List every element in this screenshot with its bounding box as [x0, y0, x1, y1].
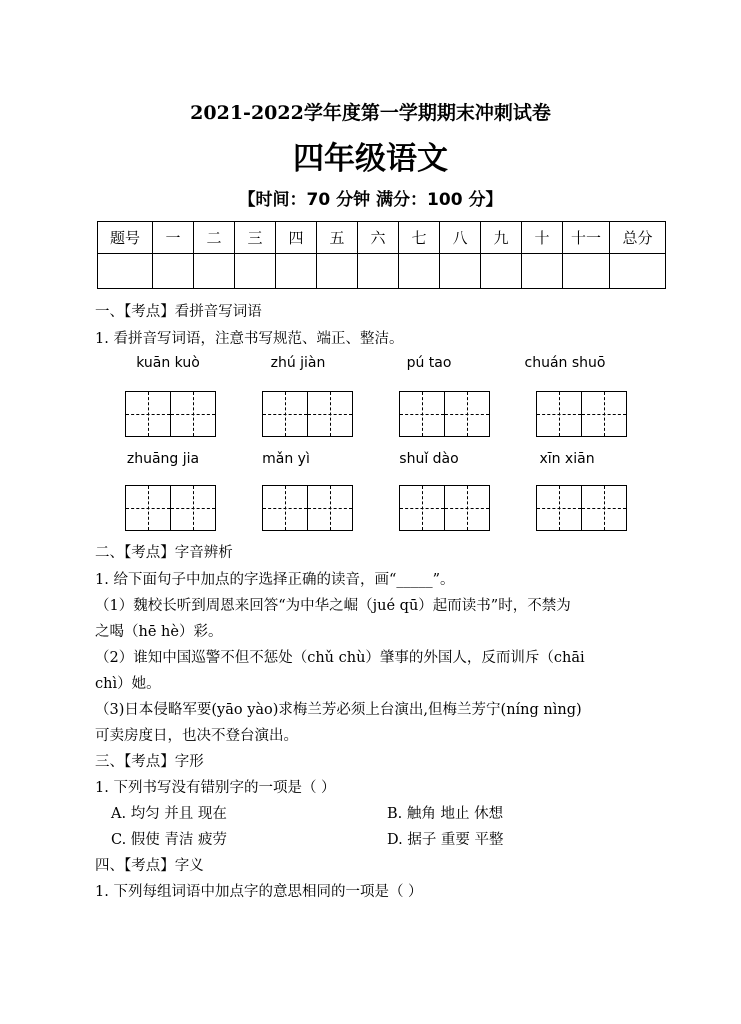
score-table	[97, 221, 666, 289]
section1-heading: 一、【考点】看拼音写词语	[95, 304, 262, 320]
option-d: D. 据子 重要 平整	[387, 832, 504, 848]
writing-box[interactable]	[262, 485, 353, 531]
section3-question: 1. 下列书写没有错别字的一项是（ ）	[95, 780, 336, 796]
score-table-blank-row	[98, 254, 666, 289]
score-cell[interactable]	[317, 254, 358, 289]
score-header-cell: 题号	[98, 222, 153, 254]
score-header-cell: 三	[235, 222, 276, 254]
pinyin-label: xīn xiān	[539, 451, 595, 467]
score-cell[interactable]	[153, 254, 194, 289]
option-b: B. 触角 地止 休想	[387, 806, 504, 822]
sentence-1a: （1）魏校长听到周恩来回答“为中华之崛（jué qū）起而读书”时，不禁为	[95, 598, 571, 614]
pinyin-label: zhuāng jia	[126, 451, 200, 467]
score-cell[interactable]	[522, 254, 563, 289]
score-header-cell: 总分	[610, 222, 666, 254]
pinyin-label: chuán shuō	[524, 355, 606, 371]
section2-heading: 二、【考点】字音辨析	[95, 545, 233, 561]
score-header-cell: 十一	[563, 222, 610, 254]
score-header-cell: 四	[276, 222, 317, 254]
score-cell[interactable]	[358, 254, 399, 289]
score-header-cell: 五	[317, 222, 358, 254]
sentence-1b: 之喝（hē hè）彩。	[95, 624, 223, 640]
writing-box[interactable]	[399, 485, 490, 531]
option-a: A. 均匀 并且 现在	[111, 806, 227, 822]
score-cell[interactable]	[481, 254, 522, 289]
score-header-cell: 八	[440, 222, 481, 254]
section3-heading: 三、【考点】字形	[95, 754, 204, 770]
score-cell[interactable]	[399, 254, 440, 289]
writing-box[interactable]	[536, 391, 627, 437]
exam-title: 2021-2022学年度第一学期期末冲刺试卷	[190, 102, 551, 124]
pinyin-label: pú tao	[406, 355, 452, 371]
pinyin-label: mǎn yì	[262, 451, 310, 467]
pinyin-label: zhú jiàn	[270, 355, 326, 371]
score-cell[interactable]	[98, 254, 153, 289]
writing-box[interactable]	[536, 485, 627, 531]
section4-heading: 四、【考点】字义	[95, 858, 204, 874]
writing-box[interactable]	[125, 485, 216, 531]
score-cell[interactable]	[194, 254, 235, 289]
score-cell[interactable]	[563, 254, 610, 289]
score-header-cell: 二	[194, 222, 235, 254]
sentence-3b: 可卖房度日，也决不登台演出。	[95, 728, 298, 744]
section2-question: 1. 给下面句子中加点的字选择正确的读音，画“_____”。	[95, 572, 455, 588]
writing-box[interactable]	[262, 391, 353, 437]
sentence-3a: （3)日本侵略军要(yāo yào)求梅兰芳必须上台演出,但梅兰芳宁(níng nìng)	[95, 702, 582, 718]
score-table-header-row	[98, 222, 666, 254]
score-header-cell: 七	[399, 222, 440, 254]
score-cell[interactable]	[610, 254, 666, 289]
score-header-cell: 九	[481, 222, 522, 254]
subject-title: 四年级语文	[293, 141, 448, 177]
pinyin-label: kuān kuò	[136, 355, 200, 371]
score-header-cell: 十	[522, 222, 563, 254]
pinyin-label: shuǐ dào	[399, 451, 459, 467]
score-cell[interactable]	[235, 254, 276, 289]
section1-question: 1. 看拼音写词语，注意书写规范、端正、整洁。	[95, 331, 404, 347]
section4-question: 1. 下列每组词语中加点字的意思相同的一项是（ ）	[95, 884, 423, 900]
score-header-cell: 六	[358, 222, 399, 254]
sentence-2a: （2）谁知中国巡警不但不惩处（chǔ chù）肇事的外国人，反而训斥（chāi	[95, 650, 585, 666]
option-c: C. 假使 青洁 疲劳	[111, 832, 228, 848]
writing-box[interactable]	[125, 391, 216, 437]
score-cell[interactable]	[276, 254, 317, 289]
time-info: 【时间：70 分钟 满分：100 分】	[238, 190, 503, 210]
score-cell[interactable]	[440, 254, 481, 289]
writing-box[interactable]	[399, 391, 490, 437]
sentence-2b: chì）她。	[95, 676, 161, 692]
score-header-cell: 一	[153, 222, 194, 254]
